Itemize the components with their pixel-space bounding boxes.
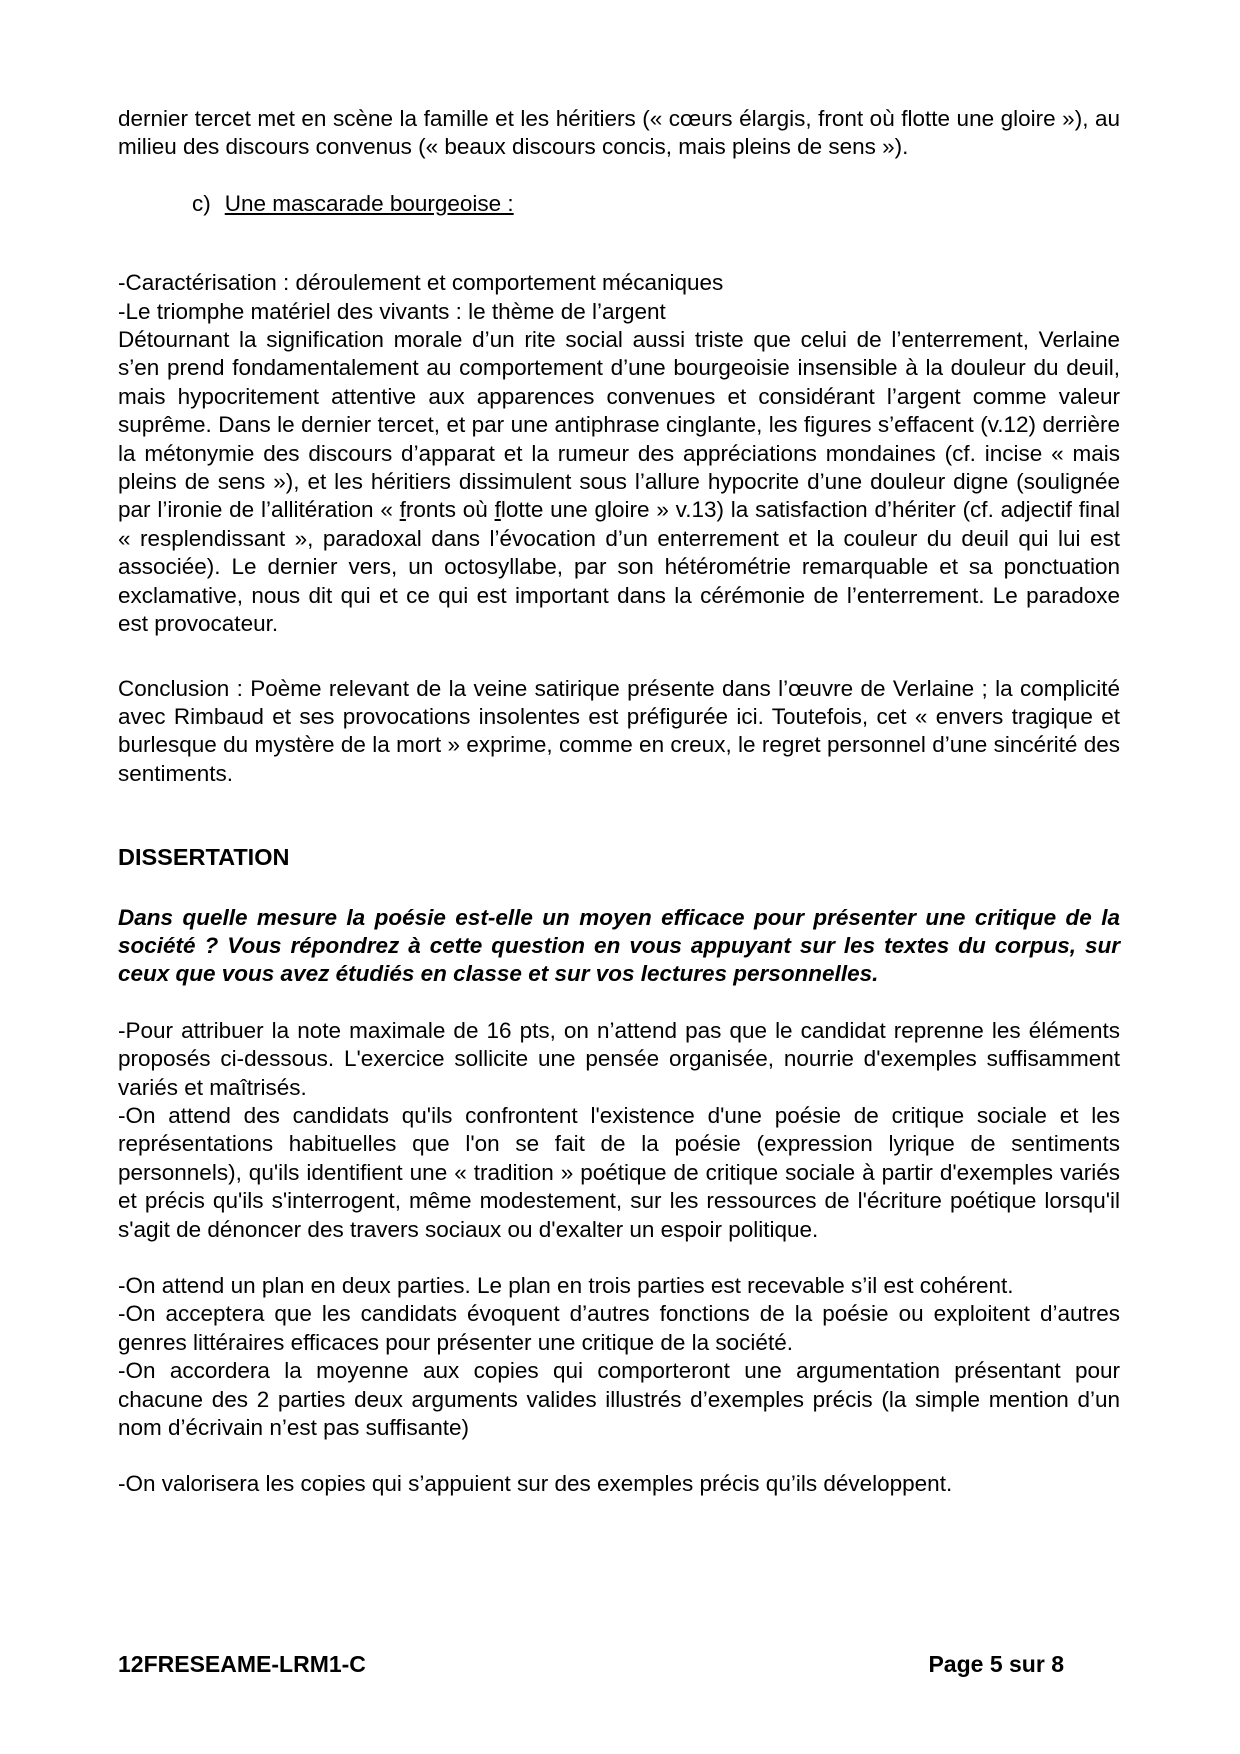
guideline-moyenne: -On accordera la moyenne aux copies qui comporteront une argumentation présentant pour chacune des 2 parties deux arguments valides illustrés d’exemples précis (la simple mention d’un nom d’écrivain n’est pas suffisante) [118, 1358, 1120, 1441]
section-marker: c) [192, 190, 211, 216]
analysis-text-3: lotte une gloire » v.13) la satisfaction d’hériter (cf. adjectif final « resplendissant », paradoxal dans l’évocation d’un enterrement et la couleur du deuil qui lui est associée). Le dernier vers, un octosyllabe, par son hétérométrie remarquable et sa ponctuation exclamative, nous dit qui et ce qui est important dans la cérémonie de l’enterrement. Le paradoxe est provocateur. [118, 497, 1120, 637]
conclusion-paragraph: Conclusion : Poème relevant de la veine satirique présente dans l’œuvre de Verlaine ; la complicité avec Rimbaud et ses provocations insolentes est préfigurée ici. Toutefois, cet « envers tragique et burlesque du mystère de la mort » exprime, comme en creux, le regret personnel d’une sincérité des sentiments. [118, 675, 1120, 786]
page-number: Page 5 sur 8 [928, 1651, 1064, 1677]
document-code: 12FRESEAME-LRM1-C [118, 1651, 366, 1677]
bullet-triomphe: -Le triomphe matériel des vivants : le thème de l’argent [118, 298, 666, 324]
dissertation-subject: Dans quelle mesure la poésie est-elle un moyen efficace pour présenter une critique de la société ? Vous répondrez à cette question en vous appuyant sur les textes du corpus, sur ceux que vous avez étudiés en classe et sur vos lectures personnelles. [118, 904, 1120, 987]
guideline-autres-fonctions: -On acceptera que les candidats évoquent d’autres fonctions de la poésie ou exploitent d’autres genres littéraires efficaces pour présenter une critique de la société. [118, 1301, 1120, 1355]
guideline-note-maximale: -Pour attribuer la note maximale de 16 pts, on n’attend pas que le candidat reprenne les éléments proposés ci-dessous. L'exercice sollicite une pensée organisée, nourrie d'exemples suffisamment variés et maîtrisés. [118, 1017, 1120, 1100]
guideline-attente-candidats: -On attend des candidats qu'ils confrontent l'existence d'une poésie de critique sociale et les représentations habituelles que l'on se fait de la poésie (expression lyrique de sentiments personnels), qu'ils identifient une « tradition » poétique de critique sociale à partir d'exemples variés et précis qu'ils s'interrogent, même modestement, sur les ressources de l'écriture poétique lorsqu'il s'agit de dénoncer des travers sociaux ou d'exalter un espoir politique. [118, 1102, 1120, 1242]
analysis-paragraph [118, 326, 1120, 638]
continuation-paragraph: dernier tercet met en scène la famille et les héritiers (« cœurs élargis, front où flotte une gloire »), au milieu des discours convenus (« beaux discours concis, mais pleins de sens »). [118, 106, 1120, 160]
page-footer [118, 1650, 1120, 1678]
analysis-text-1: Détournant la signification morale d’un rite social aussi triste que celui de l’enterrement, Verlaine s’en prend fondamentalement au comportement d’une bourgeoisie insensible à la douleur du deuil, mais hypocritement attentive aux apparences convenues et considérant l’argent comme valeur suprême. Dans le dernier tercet, et par une antiphrase cinglante, les figures s’effacent (v.12) derrière la métonymie des discours d’apparat et la rumeur des appréciations mondaines (cf. incise « mais pleins de sens »), et les héritiers dissimulent sous l’allure hypocrite d’une douleur digne (soulignée par l’ironie de l’allitération « [118, 327, 1120, 523]
underlined-letter-f2: f [494, 497, 501, 523]
underlined-letter-f1: f [399, 497, 406, 523]
guideline-valorisation: -On valorisera les copies qui s’appuient sur des exemples précis qu’ils développent. [118, 1471, 953, 1497]
dissertation-heading: DISSERTATION [118, 844, 290, 871]
bullet-caracterisation: -Caractérisation : déroulement et comportement mécaniques [118, 270, 724, 296]
section-heading-c [118, 190, 1120, 218]
section-title: Une mascarade bourgeoise : [224, 190, 514, 216]
analysis-text-2: ronts où [405, 497, 495, 523]
guideline-plan: -On attend un plan en deux parties. Le plan en trois parties est recevable s’il est cohérent. [118, 1273, 1014, 1298]
